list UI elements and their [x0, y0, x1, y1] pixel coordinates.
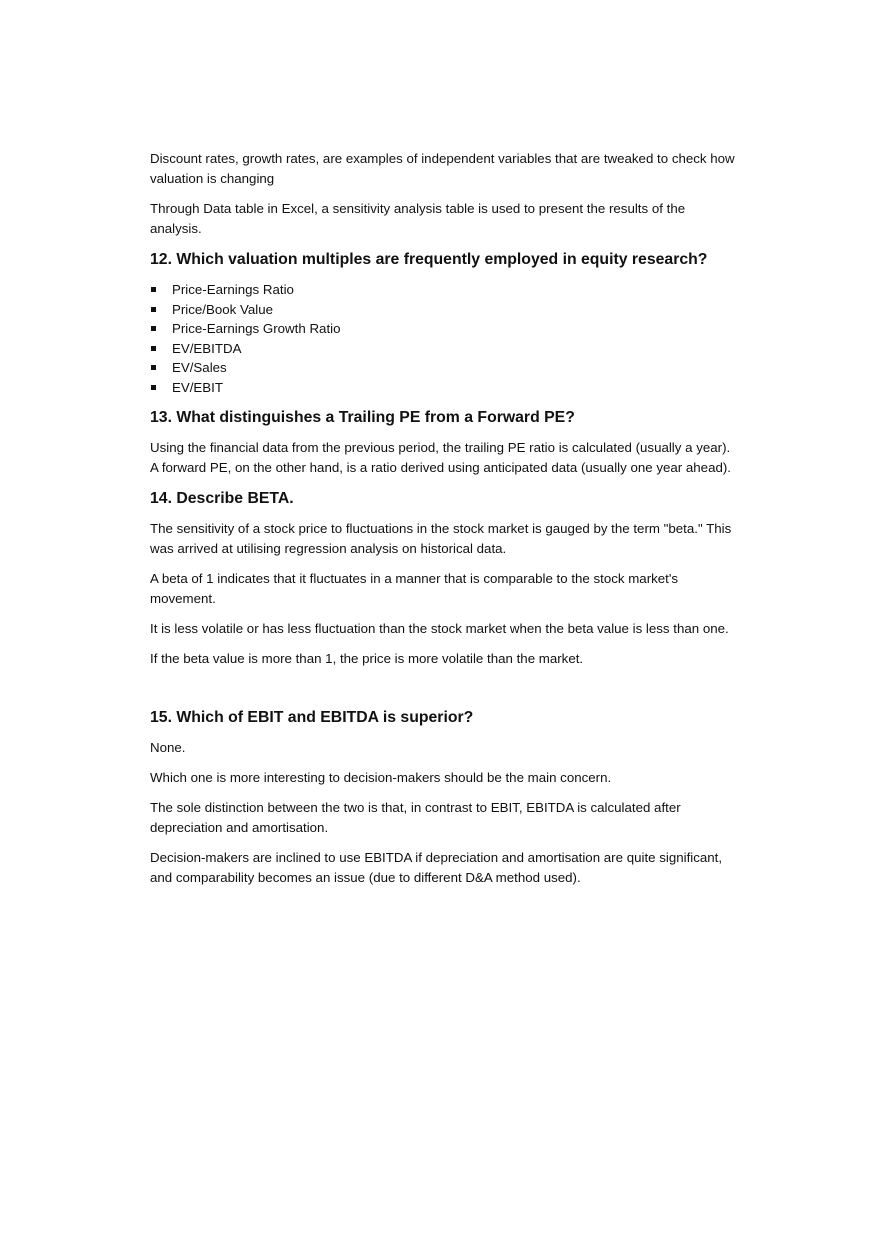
square-bullet-icon [151, 326, 156, 331]
question-15-heading: 15. Which of EBIT and EBITDA is superior? [150, 708, 474, 726]
square-bullet-icon [151, 287, 156, 292]
list-item-text: EV/Sales [172, 360, 227, 376]
list-item [150, 339, 740, 359]
list-item [150, 319, 740, 339]
question-12-heading: 12. Which valuation multiples are frequently employed in equity research? [150, 251, 708, 268]
document-page [150, 149, 740, 898]
intro-paragraph-1: Discount rates, growth rates, are examples of independent variables that are tweaked to check how valuation is changing [150, 151, 735, 186]
question-14-paragraph-2: A beta of 1 indicates that it fluctuates in a manner that is comparable to the stock market's movement. [150, 570, 679, 606]
question-15-paragraph-3: The sole distinction between the two is that, in contrast to EBIT, EBITDA is calculated after depreciation and amortisation. [150, 799, 681, 835]
square-bullet-icon [151, 307, 156, 312]
list-item [150, 378, 740, 398]
list-item-text: EV/EBIT [172, 379, 223, 395]
square-bullet-icon [151, 385, 156, 390]
question-15-paragraph-4: Decision-makers are inclined to use EBITDA if depreciation and amortisation are quite significant, and comparability becomes an issue (due to different D&A method used). [150, 849, 723, 885]
valuation-multiples-list [150, 280, 740, 398]
list-item [150, 300, 740, 320]
question-15-paragraph-2: Which one is more interesting to decision-makers should be the main concern. [150, 769, 612, 785]
question-14-paragraph-3: It is less volatile or has less fluctuation than the stock market when the beta value is less than one. [150, 620, 729, 636]
list-item-text: Price-Earnings Ratio [172, 282, 294, 297]
list-item-text: Price-Earnings Growth Ratio [172, 321, 341, 337]
question-14-paragraph-1: The sensitivity of a stock price to fluctuations in the stock market is gauged by the term "beta." This was arrived at utilising regression analysis on historical data. [150, 520, 732, 556]
square-bullet-icon [151, 346, 156, 351]
question-13-paragraph-1: Using the financial data from the previous period, the trailing PE ratio is calculated (usually a year). A forward PE, on the other hand, is a ratio derived using anticipated data (usually one year ahead). [150, 439, 731, 475]
question-14-paragraph-4: If the beta value is more than 1, the price is more volatile than the market. [150, 650, 584, 666]
list-item [150, 358, 740, 378]
list-item-text: EV/EBITDA [172, 340, 242, 356]
question-13-heading: 13. What distinguishes a Trailing PE from a Forward PE? [150, 408, 575, 426]
question-14-heading: 14. Describe BETA. [150, 489, 294, 507]
question-15-paragraph-1: None. [150, 739, 186, 755]
list-item-text: Price/Book Value [172, 301, 274, 317]
square-bullet-icon [151, 365, 156, 370]
list-item [150, 280, 740, 300]
intro-paragraph-2: Through Data table in Excel, a sensitivity analysis table is used to present the results of the analysis. [150, 201, 686, 236]
